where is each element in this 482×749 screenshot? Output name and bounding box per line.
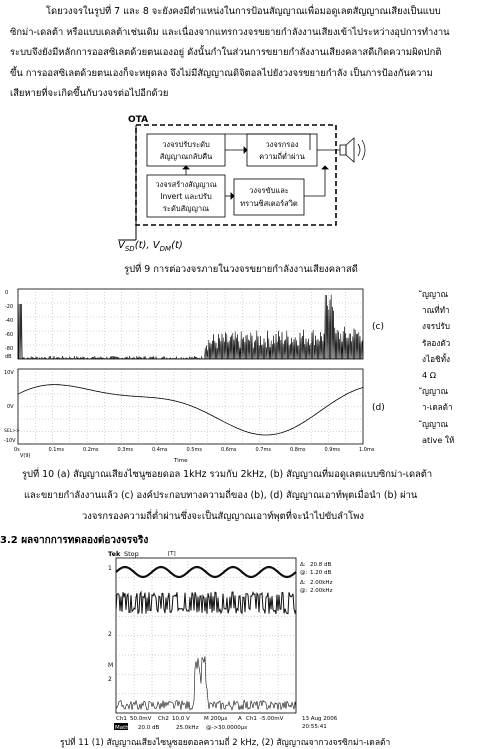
fig10-label-d: (d) <box>372 403 385 413</box>
svg-text:30.0000µs: 30.0000µs <box>218 725 248 731</box>
waveform-ytick: 0V <box>7 404 14 410</box>
waveform-ytick: -10V <box>4 438 16 444</box>
oscilloscope-screenshot <box>106 548 376 734</box>
time-tick-label: 0.7ms <box>255 447 271 453</box>
side-text-line: ัญญาณ <box>422 418 449 429</box>
block-generator-line1: วงจรสร้างสัญญาณ <box>155 180 217 189</box>
vsd-label: $V_{SD}(t)$, $V_{DM}(t)$ <box>118 240 183 253</box>
svg-text:Δ:: Δ: <box>300 562 306 568</box>
waveform-ytick: 10V <box>4 370 14 376</box>
speaker-icon <box>340 138 365 162</box>
fig10-caption-line: รูปที่ 10 (a) สัญญาณเสียงไซนูซอยดอล 1kHz รวมกับ 2kHz, (b) สัญญาณที่มอดูเลตแบบซิกม่า-เดลต้า <box>22 469 433 480</box>
svg-text:2.00kHz: 2.00kHz <box>310 580 333 586</box>
intro-paragraph <box>10 2 468 105</box>
time-tick-label: 0.3ms <box>117 447 133 453</box>
time-tick-label: 0.2ms <box>83 447 99 453</box>
fig9-block-diagram <box>110 112 380 254</box>
side-text-line: รัลองตัว <box>422 337 451 348</box>
time-axis-label: Time <box>174 458 188 464</box>
scope-channel-marker: 2 <box>108 631 112 638</box>
fig10-waveform-plot <box>4 365 375 465</box>
block-filter <box>247 134 317 166</box>
svg-text:50.0mV: 50.0mV <box>130 716 152 722</box>
time-tick-label: 0.4ms <box>152 447 168 453</box>
svg-text:Math: Math <box>115 725 129 731</box>
block-driver <box>234 179 304 215</box>
intro-line: ซิกม่า-เดลต้า หรือแบบเดลต้าเช่นเดิม และเนื่องจากแทรกวงจรขยายกำลังงานเสียงเข้าไประหว่างอุปการทำงาน <box>10 26 450 38</box>
svg-text:@:: @: <box>300 570 308 576</box>
block-compensator <box>147 134 225 166</box>
side-text-line: าณที่ทำ <box>422 305 450 316</box>
intro-line: ขึ้น การออสซิเลตด้วยตนเองก็จะหยุดลง จึงไม่มีสัญญาณดิจิตอลไปยังวงจรขยายกำลัง เป็นการป้องกันความ <box>10 67 433 79</box>
svg-text:10.0 V: 10.0 V <box>172 716 190 722</box>
trace-label: V(9) <box>20 453 31 459</box>
spectrum-yunit: dB <box>5 354 12 360</box>
side-text-line: ัญญาณ <box>422 289 449 299</box>
intro-line: โดยวงจรในรูปที่ 7 และ 8 จะยังคงมีตำแหน่งในการป้อนสัญญาณเพื่อมอดูเลตสัญญาณเสียงเป็นแบบ <box>46 6 441 17</box>
side-text-line: า-เดลต้า <box>422 402 453 413</box>
spectrum-ytick: 0 <box>5 290 9 296</box>
scope-channel-marker: 1 <box>108 565 112 572</box>
block-driver-line1: วงจรขับและ <box>249 186 289 195</box>
svg-text:-5.00mV: -5.00mV <box>260 716 284 722</box>
fig10-caption-line: และขยายกำลังงานแล้ว (c) องค์ประกอบทางความถี่ของ (b), (d) สัญญาณเอาท์พุตเมื่อนำ (b) ผ่าน <box>24 490 418 501</box>
block-compensator-line1: วงจรปรับระดับ <box>162 140 210 149</box>
time-tick-label: 0.1ms <box>48 447 64 453</box>
fig9-caption: รูปที่ 9 การต่อวงจรภายในวงจรขยายกำลังงานเสียงคลาสดี <box>124 264 358 275</box>
svg-text:Ch1: Ch1 <box>246 716 257 722</box>
fig10-caption-line: วงจรกรองความถี่ต่ำผ่านซึ่งจะเป็นสัญญาณเอาท์พุตที่จะนำไปขับลำโพง <box>82 511 364 522</box>
spectrum-ytick: -20 <box>5 304 14 310</box>
svg-text:@:: @: <box>300 588 308 594</box>
svg-text:25.0kHz: 25.0kHz <box>176 725 199 731</box>
time-tick-label: 0.9ms <box>324 447 340 453</box>
svg-text:M 200µs: M 200µs <box>204 716 228 722</box>
block-generator-line3: ระดับสัญญาณ <box>162 204 210 213</box>
side-text-line: 4 Ω <box>422 370 437 381</box>
svg-text:Δ:: Δ: <box>300 580 306 586</box>
block-generator-line2: Invert และปรับ <box>160 192 212 201</box>
intro-line: เสียหายที่จะเกิดขึ้นกับวงจรต่อไปอีกด้วย <box>10 88 169 99</box>
intro-line: ระบบจึงยังมีหลักการออสซิเลตด้วยตนเองอยู่ ดังนั้นกำในส่วนการขยายกำลังงานเสียงคลาสดีเกิดความผิดปกติ <box>10 47 442 58</box>
svg-text:20.0 dB: 20.0 dB <box>138 725 160 731</box>
scope-mode: Stop <box>124 550 139 558</box>
scope-channel-marker: M <box>108 662 114 669</box>
ota-label: OTA <box>128 115 149 125</box>
side-text-line: ัญญาณ <box>422 386 449 397</box>
svg-text:@->: @-> <box>206 725 219 731</box>
block-driver-line2: ทรานซิสเตอร์สวิต <box>240 199 298 208</box>
scope-channel-marker: 2 <box>108 676 112 683</box>
side-text-fragment <box>422 286 482 448</box>
section-heading: 3.2 ผลจากการทดลองต่อวงจรจริง <box>0 535 149 546</box>
svg-text:1.20 dB: 1.20 dB <box>310 570 332 576</box>
time-tick-label: 0s <box>14 447 20 453</box>
time-tick-label: 0.5ms <box>186 447 202 453</box>
svg-text:20.8 dB: 20.8 dB <box>310 562 332 568</box>
spectrum-ytick: -40 <box>5 318 14 324</box>
side-text-line: งไอชิทั้ง <box>422 353 450 364</box>
block-filter-line1: วงจรกรอง <box>265 140 299 149</box>
svg-text:Ch1: Ch1 <box>116 716 127 722</box>
side-text-line: งจรปรับ <box>422 321 450 332</box>
svg-text:A: A <box>238 716 242 722</box>
time-tick-label: 0.8ms <box>290 447 306 453</box>
block-filter-line2: ความถี่ต่ำผ่าน <box>259 152 305 161</box>
spectrum-ytick: -80 <box>5 346 14 352</box>
scope-date: 13 Aug 2006 <box>302 716 338 722</box>
fig11-caption-partial: รูปที่ 11 (1) สัญญาณเสียงไซนูซอยดอลความถี่ 2 kHz, (2) สัญญาณจากวงจรซิกม่า-เดลต้า <box>60 738 391 748</box>
time-tick-label: 0.6ms <box>221 447 237 453</box>
waveform-sel: SEL>> <box>4 429 20 434</box>
svg-text:2.00kHz: 2.00kHz <box>310 588 333 594</box>
fig10-label-c: (c) <box>372 322 384 332</box>
scope-trigger-marker: [T] <box>168 551 176 557</box>
scope-time: 20:55:41 <box>302 724 327 730</box>
time-tick-label: 1.0ms <box>359 447 375 453</box>
scope-brand: Tek <box>108 550 121 558</box>
side-text-line: ative ให้ <box>422 434 455 445</box>
svg-text:Ch2: Ch2 <box>158 716 169 722</box>
spectrum-ytick: -60 <box>5 332 14 338</box>
fig10-spectrum-plot <box>4 285 366 363</box>
block-compensator-line2: สัญญาณกลับคืน <box>159 152 213 161</box>
